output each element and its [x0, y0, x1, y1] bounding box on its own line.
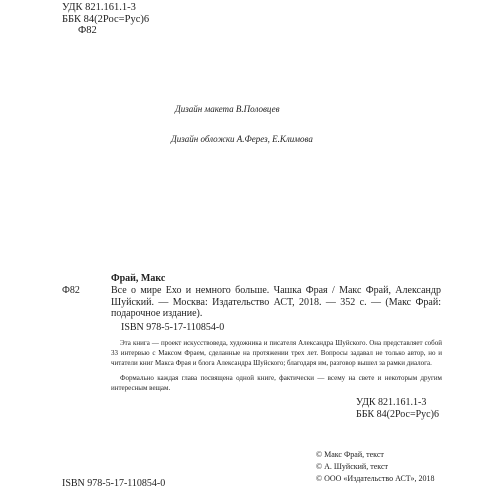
copyright-line: © ООО «Издательство АСТ», 2018	[316, 474, 435, 483]
isbn-record: ISBN 978-5-17-110854-0	[121, 322, 225, 333]
annotation-paragraph: Эта книга — проект искусствоведа, художника и писателя Александра Шуйского. Она представляет собой 33 интервью с Максом Фраем, сделанные на протяжении трех лет. Вопросы задавал не только автор, но и читатели книг Макса Фрая и блога Александра Шуйского; благодаря им, разговор вышел за рамки диалога.	[111, 339, 442, 367]
copyright-line: © А. Шуйский, текст	[316, 462, 388, 471]
copyright-block	[316, 449, 434, 485]
author-mark: Ф82	[78, 25, 97, 36]
classification-block-bottom	[356, 397, 439, 420]
author-mark-mid: Ф82	[62, 285, 80, 296]
udk-code: УДК 821.161.1-3	[356, 397, 427, 408]
bbk-code: ББК 84(2Рос=Рус)6	[62, 13, 150, 25]
udk-code: УДК 821.161.1-3	[62, 2, 136, 13]
bbk-code: ББК 84(2Рос=Рус)6	[356, 408, 439, 420]
classification-block-top	[62, 2, 149, 37]
cover-design-credit: Дизайн обложки А.Ферез, Е.Климова	[171, 134, 313, 144]
annotation-paragraph: Формально каждая глава посвящена одной книге, фактически — всему на свете и некоторым другим интересным вещам.	[111, 374, 442, 392]
copyright-line: © Макс Фрай, текст	[316, 450, 384, 459]
bibliographic-description: Все о мире Ехо и немного больше. Чашка Фрая / Макс Фрай, Александр Шуйский. — Москва: Издательство АСТ, 2018. — 352 с. — (Макс Фрай: подарочное издание).	[111, 285, 441, 319]
isbn-footer: ISBN 978-5-17-110854-0	[62, 478, 166, 489]
layout-design-credit: Дизайн макета В.Половцев	[175, 104, 280, 114]
annotation	[111, 338, 442, 398]
author-heading: Фрай, Макс	[111, 273, 166, 284]
